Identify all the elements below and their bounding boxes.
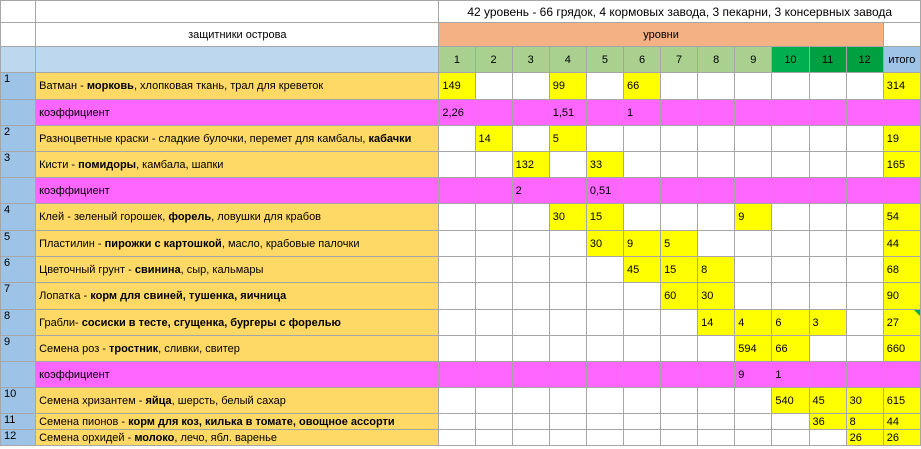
row-number[interactable]: 11	[1, 414, 36, 430]
value-cell[interactable]: 26	[846, 430, 883, 446]
name-text: Лопатка -	[39, 290, 91, 302]
value-cell[interactable]	[586, 362, 623, 388]
value-cell[interactable]: 30	[846, 388, 883, 414]
level-number-5[interactable]: 5	[586, 47, 623, 73]
value-cell[interactable]	[586, 73, 623, 100]
value-cell[interactable]	[549, 231, 586, 257]
value-cell[interactable]: 4	[735, 310, 772, 336]
value-cell[interactable]	[735, 388, 772, 414]
value-cell[interactable]	[846, 336, 883, 362]
blank-cell[interactable]	[36, 1, 439, 23]
levels-header[interactable]: уровни	[439, 23, 883, 47]
defenders-header[interactable]: защитники острова	[36, 23, 439, 47]
table-row	[1, 283, 921, 310]
value-cell[interactable]	[735, 126, 772, 152]
row-number[interactable]: 4	[1, 204, 36, 231]
value-cell[interactable]	[475, 430, 512, 446]
value-cell[interactable]: 6	[772, 310, 809, 336]
value-cell[interactable]	[549, 430, 586, 446]
value-cell[interactable]	[512, 126, 549, 152]
value-cell[interactable]	[439, 231, 475, 257]
value-cell[interactable]	[772, 204, 809, 231]
value-cell[interactable]	[439, 126, 475, 152]
row-number[interactable]: 3	[1, 152, 36, 178]
value-cell[interactable]: 45	[623, 257, 660, 283]
name-bold-text: корм для коз, килька в томате, овощное ассорти	[128, 415, 395, 428]
total-cell[interactable]: 54	[883, 204, 920, 231]
value-cell[interactable]: 45	[809, 388, 846, 414]
value-cell[interactable]	[809, 430, 846, 446]
name-bold-text: помидоры	[78, 158, 137, 171]
value-cell[interactable]	[623, 283, 660, 310]
value-cell[interactable]	[586, 100, 623, 126]
value-cell[interactable]	[549, 310, 586, 336]
total-cell[interactable]	[883, 100, 920, 126]
name-bold-text: кабачки	[368, 132, 412, 145]
total-cell[interactable]	[883, 362, 920, 388]
value-cell[interactable]	[772, 178, 809, 204]
value-cell[interactable]	[661, 100, 698, 126]
level-number-7[interactable]: 7	[661, 47, 698, 73]
value-cell[interactable]	[512, 362, 549, 388]
value-cell[interactable]	[698, 336, 735, 362]
row-number[interactable]: 1	[1, 73, 36, 100]
value-cell[interactable]	[809, 362, 846, 388]
value-cell[interactable]	[809, 336, 846, 362]
value-cell[interactable]	[809, 283, 846, 310]
value-cell[interactable]	[772, 100, 809, 126]
value-cell[interactable]	[772, 126, 809, 152]
value-cell[interactable]	[475, 310, 512, 336]
value-cell[interactable]	[772, 414, 809, 430]
name-bold-text: корм для свиней, тушенка, яичница	[90, 290, 287, 302]
value-cell[interactable]	[586, 126, 623, 152]
coefficient-label[interactable]: коэффициент	[36, 178, 439, 204]
value-cell[interactable]	[512, 283, 549, 310]
value-cell[interactable]	[846, 310, 883, 336]
value-cell[interactable]	[439, 204, 475, 231]
value-cell[interactable]: 2	[512, 178, 549, 204]
sheet-title[interactable]: 42 уровень - 66 грядок, 4 кормовых завода, 3 пекарни, 3 консервных завода	[439, 1, 921, 23]
value-cell[interactable]: 149	[439, 73, 475, 100]
value-cell[interactable]	[735, 283, 772, 310]
value-cell[interactable]	[772, 257, 809, 283]
value-cell[interactable]	[809, 100, 846, 126]
value-cell[interactable]: 132	[512, 152, 549, 178]
value-cell[interactable]	[735, 430, 772, 446]
defender-name[interactable]	[36, 283, 439, 310]
level-number-9[interactable]: 9	[735, 47, 772, 73]
value-cell[interactable]: 5	[549, 126, 586, 152]
row-number[interactable]: 12	[1, 430, 36, 446]
level-number-8[interactable]: 8	[698, 47, 735, 73]
table-row	[1, 430, 921, 446]
value-cell[interactable]	[846, 152, 883, 178]
value-cell[interactable]	[549, 283, 586, 310]
row-number[interactable]: 6	[1, 257, 36, 283]
total-header[interactable]: итого	[883, 47, 920, 73]
name-text: , сливки, свитер	[158, 342, 240, 355]
name-text: Пластилин -	[39, 237, 105, 250]
defender-name[interactable]	[36, 152, 439, 178]
table-row	[1, 388, 921, 414]
value-cell[interactable]	[735, 257, 772, 283]
level-number-6[interactable]: 6	[623, 47, 660, 73]
table-row	[1, 231, 921, 257]
value-cell[interactable]	[661, 388, 698, 414]
table-row	[1, 257, 921, 283]
name-text: , камбала, шапки	[136, 158, 224, 171]
value-cell[interactable]	[735, 414, 772, 430]
row-num-cell[interactable]	[1, 47, 36, 73]
table-row	[1, 204, 921, 231]
value-cell[interactable]	[512, 257, 549, 283]
value-cell[interactable]	[846, 231, 883, 257]
name-text: , масло, крабовые палочки	[221, 237, 360, 250]
value-cell[interactable]	[586, 310, 623, 336]
total-cell[interactable]: 27	[883, 310, 920, 336]
value-cell[interactable]	[549, 178, 586, 204]
table-row	[1, 100, 921, 126]
row-number[interactable]: 5	[1, 231, 36, 257]
value-cell[interactable]: 1	[623, 100, 660, 126]
value-cell[interactable]	[661, 73, 698, 100]
total-cell[interactable]: 314	[883, 73, 920, 100]
name-text: , ловушки для крабов	[211, 211, 322, 223]
row-number[interactable]: 2	[1, 126, 36, 152]
value-cell[interactable]: 2,26	[439, 100, 475, 126]
name-bold-text: тростник	[109, 342, 159, 355]
defender-name[interactable]	[36, 231, 439, 257]
table-row	[1, 336, 921, 362]
value-cell[interactable]	[439, 257, 475, 283]
value-cell[interactable]	[809, 152, 846, 178]
value-cell[interactable]	[735, 178, 772, 204]
comment-marker-icon	[914, 310, 920, 316]
value-cell[interactable]	[475, 257, 512, 283]
level-number-1[interactable]: 1	[439, 47, 475, 73]
defender-name[interactable]	[36, 126, 439, 152]
value-cell[interactable]	[698, 178, 735, 204]
value-cell[interactable]	[809, 178, 846, 204]
value-cell[interactable]	[623, 152, 660, 178]
value-cell[interactable]	[735, 231, 772, 257]
value-cell[interactable]	[623, 336, 660, 362]
name-text: Семена роз -	[39, 342, 110, 355]
value-cell[interactable]	[475, 231, 512, 257]
name-text: Клей - зеленый горошек,	[39, 211, 169, 223]
value-cell[interactable]	[772, 283, 809, 310]
value-cell[interactable]: 8	[846, 414, 883, 430]
name-text: Семена пионов -	[39, 415, 129, 428]
name-text: Семена орхидей -	[39, 431, 135, 444]
value-cell[interactable]	[846, 204, 883, 231]
value-cell[interactable]	[549, 336, 586, 362]
value-cell[interactable]	[623, 310, 660, 336]
value-cell[interactable]	[549, 388, 586, 414]
value-cell[interactable]	[475, 204, 512, 231]
value-cell[interactable]	[475, 362, 512, 388]
name-bold-text: молоко	[134, 431, 175, 444]
value-cell[interactable]: 9	[623, 231, 660, 257]
value-cell[interactable]	[772, 73, 809, 100]
value-cell[interactable]: 14	[475, 126, 512, 152]
value-cell[interactable]	[846, 283, 883, 310]
value-cell[interactable]	[549, 257, 586, 283]
name-text: , лечо, ябл. варенье	[174, 431, 277, 444]
name-text: , хлопковая ткань, трал для креветок	[133, 80, 324, 92]
name-text: Ватман -	[39, 80, 87, 92]
value-cell[interactable]: 15	[586, 204, 623, 231]
level-number-2[interactable]: 2	[475, 47, 512, 73]
value-cell[interactable]	[512, 414, 549, 430]
value-cell[interactable]	[512, 430, 549, 446]
defender-name[interactable]	[36, 414, 439, 430]
value-cell[interactable]	[623, 414, 660, 430]
row-number[interactable]	[1, 100, 36, 126]
value-cell[interactable]	[698, 152, 735, 178]
value-cell[interactable]	[661, 336, 698, 362]
name-bold-text: морковь	[86, 80, 134, 92]
value-cell[interactable]	[586, 388, 623, 414]
blank-cell[interactable]	[36, 47, 439, 73]
value-cell[interactable]	[698, 73, 735, 100]
total-cell[interactable]: 26	[883, 430, 920, 446]
name-text: Кисти -	[39, 158, 79, 171]
row-number[interactable]: 7	[1, 283, 36, 310]
value-cell[interactable]	[439, 430, 475, 446]
value-cell[interactable]: 5	[661, 231, 698, 257]
total-cell[interactable]	[883, 178, 920, 204]
value-cell[interactable]	[846, 126, 883, 152]
table-row	[1, 126, 921, 152]
row-number[interactable]	[1, 178, 36, 204]
value-cell[interactable]	[698, 430, 735, 446]
row-number[interactable]: 9	[1, 336, 36, 362]
name-bold-text: сосиски в тесте, сгущенка, бургеры с форелью	[81, 316, 341, 329]
table-row	[1, 73, 921, 100]
defender-name[interactable]	[36, 204, 439, 231]
value-cell[interactable]: 3	[809, 310, 846, 336]
name-bold-text: яйца	[145, 394, 172, 407]
value-cell[interactable]	[809, 204, 846, 231]
level-number-12[interactable]: 12	[846, 47, 883, 73]
value-cell[interactable]: 14	[698, 310, 735, 336]
value-cell[interactable]	[661, 178, 698, 204]
value-cell[interactable]: 33	[586, 152, 623, 178]
value-cell[interactable]	[698, 204, 735, 231]
value-cell[interactable]	[735, 73, 772, 100]
table-row	[1, 47, 921, 73]
level-number-3[interactable]: 3	[512, 47, 549, 73]
value-cell[interactable]: 9	[735, 362, 772, 388]
value-cell[interactable]: 594	[735, 336, 772, 362]
defender-name[interactable]	[36, 257, 439, 283]
value-cell[interactable]	[475, 73, 512, 100]
name-text: , сыр, кальмары	[180, 263, 264, 276]
value-cell[interactable]	[439, 178, 475, 204]
total-cell[interactable]: 19	[883, 126, 920, 152]
value-cell[interactable]	[512, 336, 549, 362]
value-cell[interactable]	[512, 231, 549, 257]
table-row	[1, 178, 921, 204]
value-cell[interactable]	[661, 152, 698, 178]
value-cell[interactable]	[698, 231, 735, 257]
value-cell[interactable]: 9	[735, 204, 772, 231]
value-cell[interactable]	[549, 152, 586, 178]
value-cell[interactable]	[846, 257, 883, 283]
row-num-cell[interactable]	[1, 1, 36, 23]
value-cell[interactable]	[512, 388, 549, 414]
value-cell[interactable]	[846, 100, 883, 126]
value-cell[interactable]	[549, 414, 586, 430]
value-cell[interactable]: 36	[809, 414, 846, 430]
defender-name[interactable]	[36, 336, 439, 362]
value-cell[interactable]	[475, 336, 512, 362]
value-cell[interactable]	[772, 430, 809, 446]
value-cell[interactable]	[586, 283, 623, 310]
value-cell[interactable]	[735, 152, 772, 178]
value-cell[interactable]	[698, 414, 735, 430]
total-cell[interactable]: 44	[883, 231, 920, 257]
value-cell[interactable]: 30	[549, 204, 586, 231]
defender-name[interactable]	[36, 73, 439, 100]
total-cell[interactable]: 44	[883, 414, 920, 430]
total-cell[interactable]: 68	[883, 257, 920, 283]
value-cell[interactable]	[846, 73, 883, 100]
value-cell[interactable]	[735, 100, 772, 126]
table-row	[1, 310, 921, 336]
value-cell[interactable]	[475, 178, 512, 204]
value-cell[interactable]: 8	[698, 257, 735, 283]
value-cell[interactable]	[475, 283, 512, 310]
defender-name[interactable]	[36, 310, 439, 336]
value-cell[interactable]: 1,51	[549, 100, 586, 126]
value-cell[interactable]	[475, 414, 512, 430]
value-cell[interactable]: 99	[549, 73, 586, 100]
total-cell[interactable]: 660	[883, 336, 920, 362]
row-num-cell[interactable]	[1, 23, 36, 47]
value-cell[interactable]	[549, 362, 586, 388]
coefficient-label[interactable]: коэффициент	[36, 362, 439, 388]
value-cell[interactable]	[661, 362, 698, 388]
value-cell[interactable]	[772, 152, 809, 178]
value-cell[interactable]: 0,51	[586, 178, 623, 204]
value-cell[interactable]: 60	[661, 283, 698, 310]
value-cell[interactable]: 540	[772, 388, 809, 414]
table-row	[1, 414, 921, 430]
row-number[interactable]: 10	[1, 388, 36, 414]
value-cell[interactable]: 66	[772, 336, 809, 362]
value-cell[interactable]	[661, 430, 698, 446]
value-cell[interactable]	[586, 336, 623, 362]
name-text: Цветочный грунт -	[39, 263, 135, 276]
value-cell[interactable]: 66	[623, 73, 660, 100]
level-number-10[interactable]: 10	[772, 47, 809, 73]
total-cell[interactable]: 615	[883, 388, 920, 414]
value-cell[interactable]	[439, 388, 475, 414]
value-cell[interactable]: 30	[698, 283, 735, 310]
value-cell[interactable]	[439, 152, 475, 178]
value-cell[interactable]	[586, 257, 623, 283]
value-cell[interactable]	[661, 126, 698, 152]
value-cell[interactable]	[586, 430, 623, 446]
table-row	[1, 362, 921, 388]
value-cell[interactable]	[809, 257, 846, 283]
value-cell[interactable]	[809, 126, 846, 152]
value-cell[interactable]	[475, 388, 512, 414]
value-cell[interactable]	[439, 362, 475, 388]
value-cell[interactable]	[623, 362, 660, 388]
value-cell[interactable]	[698, 362, 735, 388]
value-cell[interactable]	[586, 414, 623, 430]
value-cell[interactable]	[623, 204, 660, 231]
row-number[interactable]: 8	[1, 310, 36, 336]
value-cell[interactable]	[512, 310, 549, 336]
value-cell[interactable]	[698, 388, 735, 414]
value-cell[interactable]: 15	[661, 257, 698, 283]
total-cell[interactable]: 90	[883, 283, 920, 310]
value-cell[interactable]	[512, 204, 549, 231]
blank-cell[interactable]	[883, 23, 920, 47]
value-cell[interactable]	[661, 414, 698, 430]
value-cell[interactable]	[439, 336, 475, 362]
name-text: Разноцветные краски - сладкие булочки, перемет для камбалы,	[39, 132, 369, 145]
value-cell[interactable]	[846, 362, 883, 388]
value-cell[interactable]	[698, 100, 735, 126]
row-number[interactable]	[1, 362, 36, 388]
value-cell[interactable]	[623, 126, 660, 152]
value-cell[interactable]	[623, 178, 660, 204]
value-cell[interactable]	[439, 283, 475, 310]
value-cell[interactable]	[512, 73, 549, 100]
name-text: Семена хризантем -	[39, 394, 146, 407]
level-number-4[interactable]: 4	[549, 47, 586, 73]
value-cell[interactable]	[623, 388, 660, 414]
value-cell[interactable]	[809, 231, 846, 257]
table-row	[1, 23, 921, 47]
total-cell[interactable]: 165	[883, 152, 920, 178]
value-cell[interactable]	[772, 231, 809, 257]
value-cell[interactable]	[661, 310, 698, 336]
value-cell[interactable]	[809, 73, 846, 100]
value-cell[interactable]: 1	[772, 362, 809, 388]
table-row	[1, 152, 921, 178]
value-cell[interactable]	[439, 310, 475, 336]
value-cell[interactable]	[661, 204, 698, 231]
coefficient-label[interactable]: коэффициент	[36, 100, 439, 126]
value-cell[interactable]: 30	[586, 231, 623, 257]
value-cell[interactable]	[846, 178, 883, 204]
table-row	[1, 1, 921, 23]
defender-name[interactable]	[36, 388, 439, 414]
name-text: Грабли-	[39, 316, 82, 329]
value-cell[interactable]	[512, 100, 549, 126]
level-number-11[interactable]: 11	[809, 47, 846, 73]
name-bold-text: пирожки с картошкой	[104, 237, 222, 250]
value-cell[interactable]	[439, 414, 475, 430]
value-cell[interactable]	[475, 100, 512, 126]
value-cell[interactable]	[475, 152, 512, 178]
defender-name[interactable]	[36, 430, 439, 446]
name-bold-text: свинина	[134, 263, 181, 276]
name-text: , шерсть, белый сахар	[171, 394, 286, 407]
value-cell[interactable]	[623, 430, 660, 446]
name-bold-text: форель	[168, 211, 212, 223]
value-cell[interactable]	[698, 126, 735, 152]
